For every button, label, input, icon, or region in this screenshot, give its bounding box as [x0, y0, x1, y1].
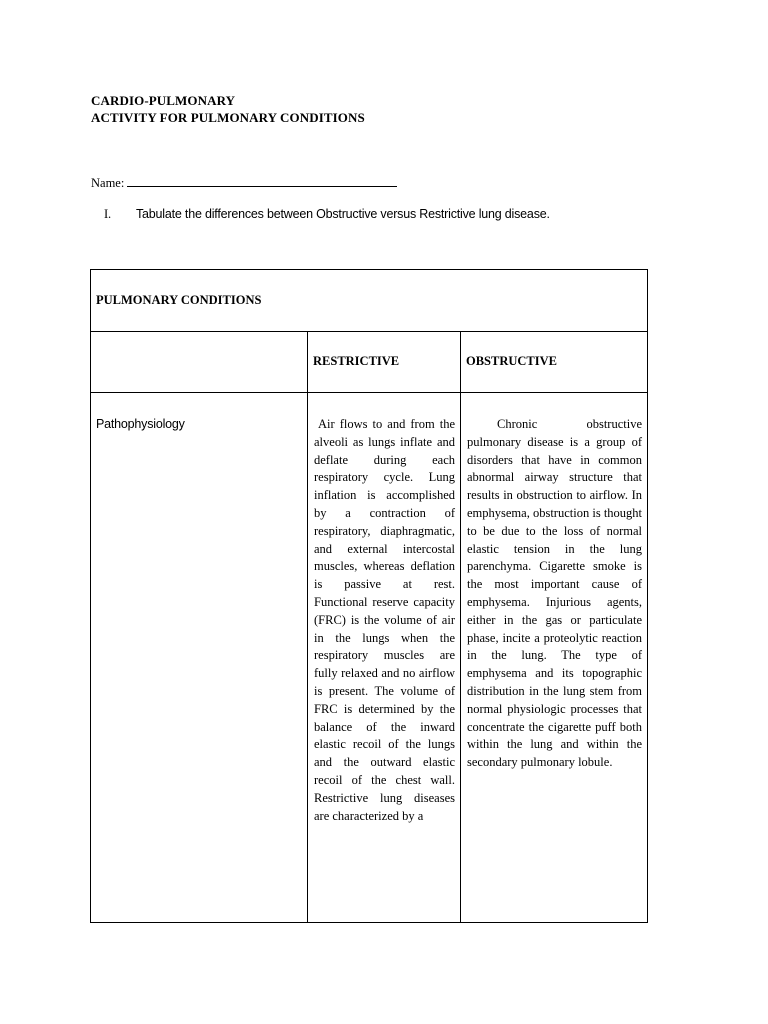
table-header-cell: [91, 270, 648, 332]
restrictive-header-cell: [308, 332, 461, 393]
row-label-cell: [91, 393, 308, 923]
obstructive-header: OBSTRUCTIVE: [466, 354, 557, 368]
instruction-text: Tabulate the differences between Obstructive versus Restrictive lung disease.: [136, 207, 550, 221]
document-title: CARDIO-PULMONARY: [91, 93, 236, 108]
name-field-row: [91, 174, 397, 191]
obstructive-text: Chronic obstructive pulmonary disease is a group of disorders that have in common abnormal airway structure that results in obstruction to airflow. In emphysema, obstruction is thought to be due to the loss of normal elastic tension in the lung parenchyma. Cigarette smoke is the most important cause of emphysema. Injurious agents, either in the gas or particulate phase, incite a proteolytic reaction in the lung. The type of emphysema and its topographic distribution in the lung stem from normal physiologic processes that concentrate the cigarette puff both within the lung and within the secondary pulmonary lobule.: [467, 417, 643, 770]
restrictive-header: RESTRICTIVE: [313, 354, 400, 368]
instruction-number: I.: [104, 207, 111, 221]
document-subtitle: ACTIVITY FOR PULMONARY CONDITIONS: [91, 110, 365, 125]
blank-header-cell: [91, 332, 308, 393]
name-blank-line[interactable]: [127, 174, 397, 187]
restrictive-cell: [308, 393, 461, 923]
table-header-row: [91, 270, 648, 332]
row-label: Pathophysiology: [96, 417, 185, 431]
obstructive-header-cell: [461, 332, 648, 393]
instruction-item: [104, 207, 550, 222]
pulmonary-conditions-table: [90, 269, 648, 923]
obstructive-cell: [461, 393, 648, 923]
table-header: PULMONARY CONDITIONS: [96, 293, 262, 307]
restrictive-text: Air flows to and from the alveoli as lungs inflate and deflate during each respiratory cycle. Lung inflation is accomplished by a contraction of respiratory, diaphragmatic, and external intercostal muscles, whereas deflation is passive at rest. Functional reserve capacity (FRC) is the volume of air in the lungs when the respiratory muscles are fully relaxed and no airflow is present. The volume of FRC is determined by the balance of the inward elastic recoil of the lungs and the outward elastic recoil of the chest wall. Restrictive lung diseases are characterized by a: [314, 417, 455, 823]
table-row: [91, 393, 648, 923]
column-header-row: [91, 332, 648, 393]
name-label: Name:: [91, 176, 125, 190]
